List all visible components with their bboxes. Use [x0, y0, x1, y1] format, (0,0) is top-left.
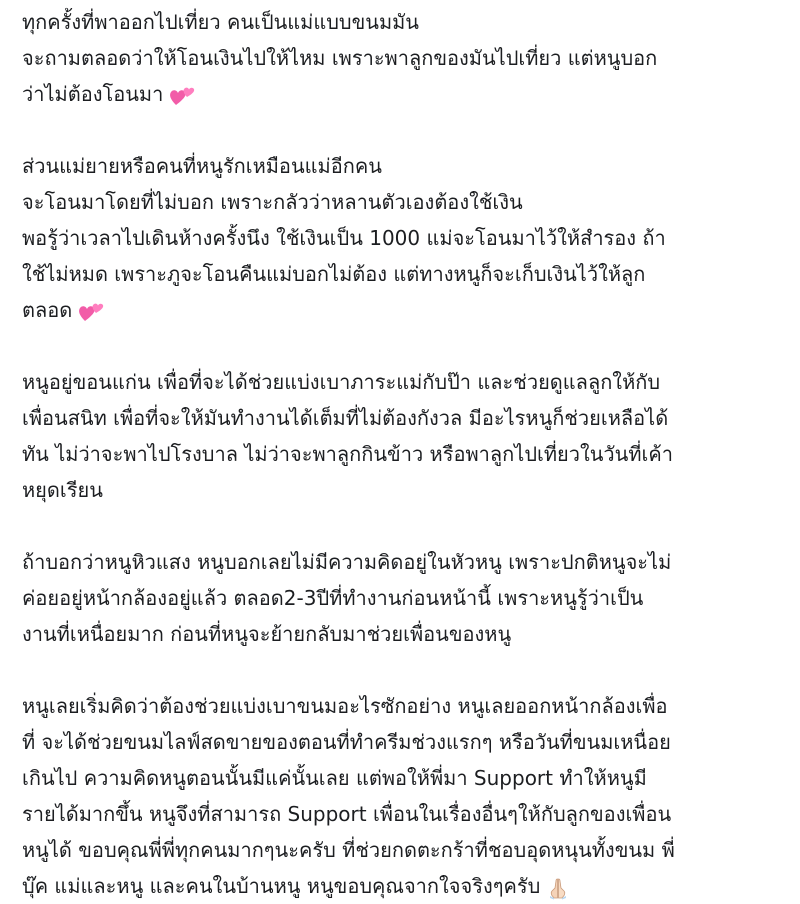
text-line: ส่วนแม่ยายหรือคนที่หนูรักเหมือนแม่อีกคน: [22, 154, 382, 178]
text-line-with-emoji: [22, 76, 792, 112]
post-body: [22, 4, 792, 904]
paragraph-5: [22, 688, 792, 904]
text-line: จะถามตลอดว่าให้โอนเงินไปให้ไหม เพราะพาลูกของมันไปเที่ยว แต่หนูบอก: [22, 46, 658, 70]
text-line: หนูอยู่ขอนแก่น เพื่อที่จะได้ช่วยแบ่งเบาภาระแม่กับป๊า และช่วยดูแลลูกให้กับ: [22, 370, 661, 394]
paragraph-3: [22, 364, 792, 508]
text-line: ใช้ไม่หมด เพราะภูจะโอนคืนแม่บอกไม่ต้อง แต่ทางหนูก็จะเก็บเงินไว้ให้ลูก: [22, 262, 646, 286]
text-line: งานที่เหนื่อยมาก ก่อนที่หนูจะย้ายกลับมาช่วยเพื่อนของหนู: [22, 622, 512, 646]
text-line: ค่อยอยู่หน้ากล้องอยู่แล้ว ตลอด2-3ปีที่ทำงานก่อนหน้านี้ เพราะหนูรู้ว่าเป็น: [22, 586, 644, 610]
text-line: เกินไป ความคิดหนูตอนนั้นมีแค่นั้นเลย แต่พอให้พี่มา Support ทำให้หนูมี: [22, 766, 647, 790]
text-line: ตลอด: [22, 298, 73, 322]
text-line: ถ้าบอกว่าหนูหิวแสง หนูบอกเลยไม่มีความคิดอยู่ในหัวหนู เพราะปกติหนูจะไม่: [22, 550, 672, 574]
text-line: ทัน ไม่ว่าจะพาไปโรงบาล ไม่ว่าจะพาลูกกินข้าว หรือพาลูกไปเที่ยวในวันที่เค้า: [22, 442, 673, 466]
text-line: หนูเลยเริ่มคิดว่าต้องช่วยแบ่งเบาขนมอะไรซักอย่าง หนูเลยออกหน้ากล้องเพื่อ: [22, 694, 668, 718]
text-line: ที่ จะได้ช่วยขนมไลฟ์สดขายของตอนที่ทำครีมช่วงแรกๆ หรือวันที่ขนมเหนื่อย: [22, 730, 671, 754]
text-line: ทุกครั้งที่พาออกไปเที่ยว คนเป็นแม่แบบขนมมัน: [22, 10, 419, 34]
text-line: เพื่อนสนิท เพื่อที่จะให้มันทำงานได้เต็มที่ไม่ต้องกังวล มีอะไรหนูก็ช่วยเหลือได้: [22, 406, 669, 430]
paragraph-4: [22, 544, 792, 652]
text-line: จะโอนมาโดยที่ไม่บอก เพราะกลัวว่าหลานตัวเองต้องใช้เงิน: [22, 190, 523, 214]
text-line: หยุดเรียน: [22, 478, 103, 502]
paragraph-2: [22, 148, 792, 328]
text-line: ว่าไม่ต้องโอนมา: [22, 82, 164, 106]
text-line: พอรู้ว่าเวลาไปเดินห้างครั้งนึง ใช้เงินเป็น 1000 แม่จะโอนมาไว้ให้สำรอง ถ้า: [22, 226, 666, 250]
two-hearts-emoji-icon: [169, 85, 195, 107]
text-line-with-emoji: [22, 292, 792, 328]
two-hearts-emoji-icon: [78, 301, 104, 323]
paragraph-1: [22, 4, 792, 112]
folded-hands-emoji-icon: [546, 876, 570, 900]
text-line: บุ๊ค แม่และหนู และคนในบ้านหนู หนูขอบคุณจากใจจริงๆครับ: [22, 874, 541, 898]
text-line-with-emoji: [22, 868, 792, 904]
text-line: หนูได้ ขอบคุณพี่พี่ทุกคนมากๆนะครับ ที่ช่วยกดตะกร้าที่ชอบอุดหนุนทั้งขนม พี่: [22, 838, 675, 862]
text-line: รายได้มากขึ้น หนูจึงที่สามารถ Support เพื่อนในเรื่องอื่นๆให้กับลูกของเพื่อน: [22, 802, 672, 826]
